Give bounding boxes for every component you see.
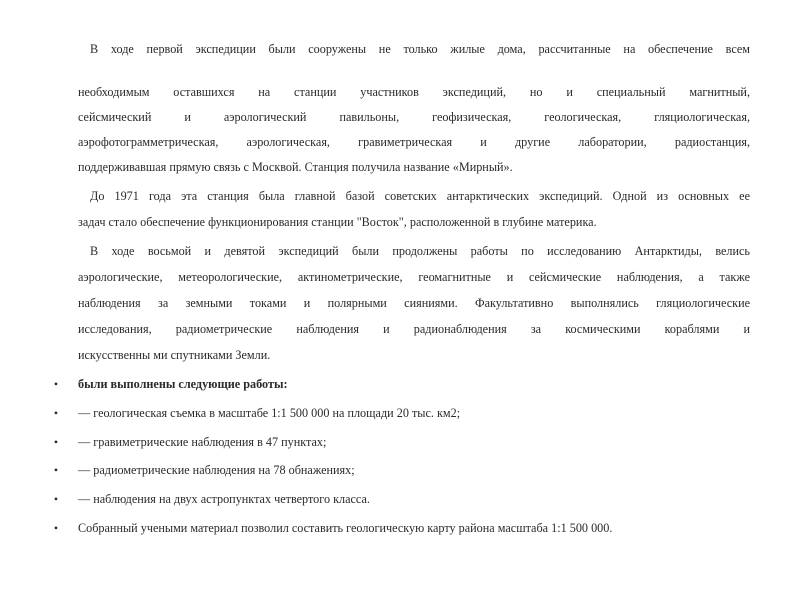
paragraph-1-line-5: поддерживавшая прямую связь с Москвой. Станция получила название «Мирный». [78,160,513,174]
paragraph-3-line-2: аэрологические, метеорологические, актинометрические, геомагнитные и сейсмические наблюдения, а также [78,270,750,284]
bullet-item-radiometric: — радиометрические наблюдения на 78 обнажениях; [78,463,355,477]
bullet-item-geological-survey: — геологическая съемка в масштабе 1:1 500 000 на площади 20 тыс. км2; [78,406,461,420]
paragraph-2-line-2: задач стало обеспечение функционирования станции "Восток", расположенной в глубине материка. [78,215,597,229]
bullet-item-astropoints: — наблюдения на двух астропунктах четвертого класса. [78,492,370,506]
bullet-marker: • [53,435,59,449]
bullet-marker: • [53,492,59,506]
paragraph-3-line-3: наблюдения за земными токами и полярными сияниями. Факультативно выполнялись гляциологические [78,296,750,310]
bullet-marker: • [53,521,59,535]
bullet-marker: • [53,463,59,477]
paragraph-1-line-1: В ходе первой экспедиции были сооружены не только жилые дома, рассчитанные на обеспечение всем [90,42,750,56]
paragraph-3-line-4: исследования, радиометрические наблюдения и радионаблюдения за космическими кораблями и [78,322,750,336]
paragraph-1-line-2: необходимым оставшихся на станции участников экспедиций, но и специальный магнитный, [78,85,750,99]
paragraph-1-line-3: сейсмический и аэрологический павильоны, геофизическая, геологическая, гляциологическая, [78,110,750,124]
paragraph-3-line-5: искусственны ми спутниками Земли. [78,348,271,362]
bullet-marker: • [53,406,59,420]
paragraph-2-line-1: До 1971 года эта станция была главной базой советских антарктических экспедиций. Одной из основных ее [90,189,750,203]
bullet-item-heading: были выполнены следующие работы: [78,377,288,391]
bullet-marker: • [53,377,59,391]
bullet-item-gravimetric: — гравиметрические наблюдения в 47 пунктах; [78,435,327,449]
paragraph-3-line-1: В ходе восьмой и девятой экспедиций были продолжены работы по исследованию Антарктиды, велись [90,244,750,258]
paragraph-1-line-4: аэрофотограмметрическая, аэрологическая, гравиметрическая и другие лаборатории, радиостанция, [78,135,750,149]
bullet-item-conclusion: Собранный учеными материал позволил составить геологическую карту района масштаба 1:1 500 000. [78,521,613,535]
